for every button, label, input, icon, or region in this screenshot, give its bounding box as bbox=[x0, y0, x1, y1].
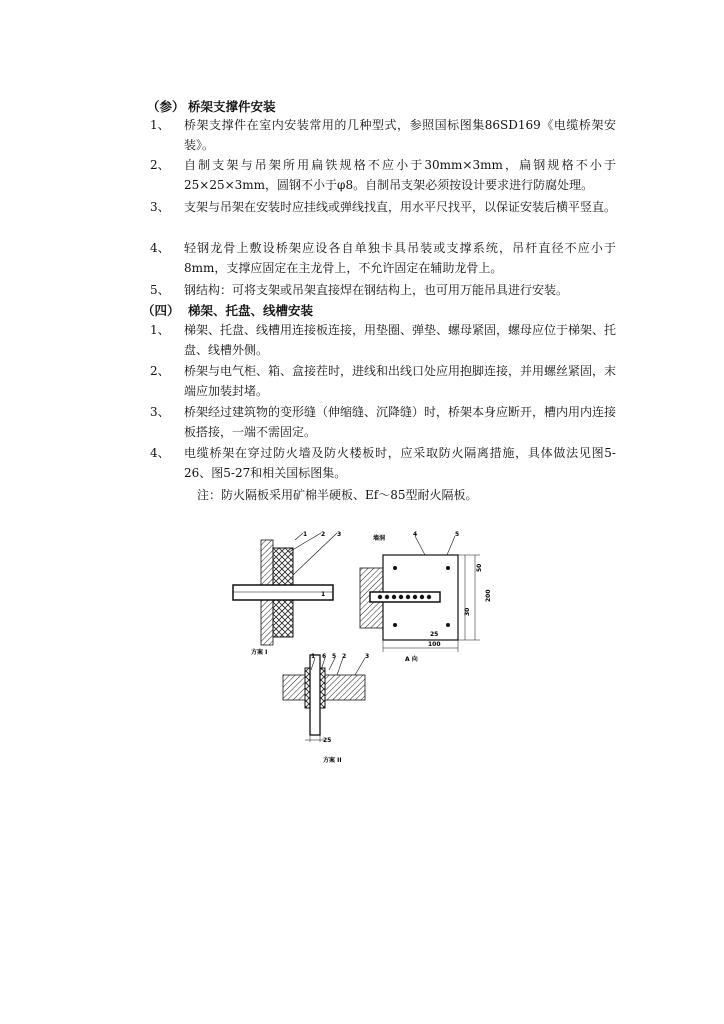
callout-label: 5 bbox=[455, 531, 460, 538]
fire-board-upper bbox=[273, 548, 293, 585]
item-number: 2、 bbox=[150, 158, 170, 172]
callout-label: 5 bbox=[332, 653, 337, 660]
scheme-two-diagram bbox=[283, 653, 369, 764]
item-text: 电缆桥架在穿过防火墙及防火楼板时，应采取防火隔离措施，具体做法见图5-26、图5-27和相关国标图集。 bbox=[184, 446, 616, 480]
list-item bbox=[150, 155, 620, 195]
item-text: 桥架与电气柜、箱、盒接茬时，进线和出线口处应用抱脚连接，并用螺丝紧固，末端应加装封堵。 bbox=[184, 364, 617, 398]
list-item bbox=[150, 320, 620, 360]
dimension-label: 25 bbox=[430, 631, 439, 638]
callout-label: 3 bbox=[337, 531, 342, 538]
item-number: 1、 bbox=[150, 323, 170, 337]
section-title: 梯架、托盘、线槽安装 bbox=[188, 303, 314, 318]
floor-slab-right bbox=[325, 675, 365, 700]
list-item bbox=[150, 443, 620, 483]
callout-label: 1 bbox=[303, 531, 308, 538]
item-text: 桥架经过建筑物的变形缝（伸缩缝、沉降缝）时，桥架本身应断开，槽内用内连接板搭接，一端不需固定。 bbox=[184, 405, 617, 439]
section-number: （四） bbox=[142, 303, 180, 318]
dimension-label: 25 bbox=[323, 737, 332, 744]
scheme-one-diagram bbox=[233, 531, 341, 656]
fire-board-lower bbox=[273, 600, 293, 637]
callout-label: 6 bbox=[322, 653, 327, 660]
item-number: 3、 bbox=[150, 200, 170, 214]
item-text: 轻钢龙骨上敷设桥架应设各自单独卡具吊装或支撑系统，吊杆直径不应小于8mm，支撑应固定在主龙骨上，不允许固定在辅助龙骨上。 bbox=[184, 241, 616, 275]
item-text: 桥架支撑件在室内安装常用的几种型式，参照国标图集86SD169《电缆桥架安装》。 bbox=[184, 118, 616, 152]
a-view-diagram bbox=[360, 531, 492, 663]
callout-label: 1 bbox=[321, 591, 326, 598]
scheme-label: 方案 I bbox=[251, 649, 268, 656]
item-number: 2、 bbox=[150, 364, 170, 378]
list-item bbox=[150, 361, 620, 401]
item-text: 支架与吊架在安装时应挂线或弹线找直，用水平尺找平，以保证安装后横平竖直。 bbox=[184, 200, 617, 214]
vertical-tray bbox=[310, 655, 320, 735]
wall-upper bbox=[261, 540, 273, 585]
item-number: 5、 bbox=[150, 283, 170, 297]
dimension-label: 200 bbox=[485, 589, 492, 602]
callout-label: 3 bbox=[365, 653, 370, 660]
item-number: 3、 bbox=[150, 405, 170, 419]
item-text: 梯架、托盘、线槽用连接板连接，用垫圈、弹垫、螺母紧固，螺母应位于梯架、托盘、线槽外侧。 bbox=[184, 323, 617, 357]
fire-barrier-drawing bbox=[225, 530, 525, 770]
dimension-label: 100 bbox=[428, 641, 441, 648]
dimension-label: 50 bbox=[476, 563, 483, 572]
list-item bbox=[150, 115, 620, 155]
callout-label: 4 bbox=[413, 531, 418, 538]
view-label: A 向 bbox=[405, 656, 418, 663]
wall-lower bbox=[261, 600, 273, 645]
note-text: 注：防火隔板采用矿棉半硬板、Ef～85型耐火隔板。 bbox=[197, 488, 478, 502]
list-item bbox=[150, 197, 620, 237]
section-number: （参） bbox=[147, 99, 185, 114]
item-number: 1、 bbox=[150, 118, 170, 132]
section-heading-trays bbox=[142, 301, 442, 319]
cable-tray bbox=[233, 585, 333, 600]
list-item bbox=[150, 238, 620, 278]
scheme-label: 方案 II bbox=[323, 757, 342, 764]
dimension-label: 30 bbox=[464, 607, 471, 616]
list-item bbox=[150, 402, 620, 442]
item-number: 4、 bbox=[150, 446, 170, 460]
section-title: 桥架支撑件安装 bbox=[188, 99, 276, 114]
callout-label: 2 bbox=[321, 531, 326, 538]
callout-label: 1 bbox=[311, 653, 316, 660]
item-text: 自制支架与吊架所用扁铁规格不应小于30mm×3mm，扁钢规格不小于25×25×3mm，圆钢不小于φ8。自制吊支架必须按设计要求进行防腐处理。 bbox=[184, 158, 616, 192]
list-item bbox=[150, 280, 620, 300]
callout-label: 2 bbox=[342, 653, 347, 660]
section-heading-supports bbox=[147, 97, 447, 115]
item-number: 4、 bbox=[150, 241, 170, 255]
floor-slab-left bbox=[283, 675, 305, 700]
item-text: 钢结构：可将支架或吊架直接焊在钢结构上，也可用万能吊具进行安装。 bbox=[184, 283, 569, 297]
wall-hole-label: 墙洞 bbox=[373, 535, 386, 542]
